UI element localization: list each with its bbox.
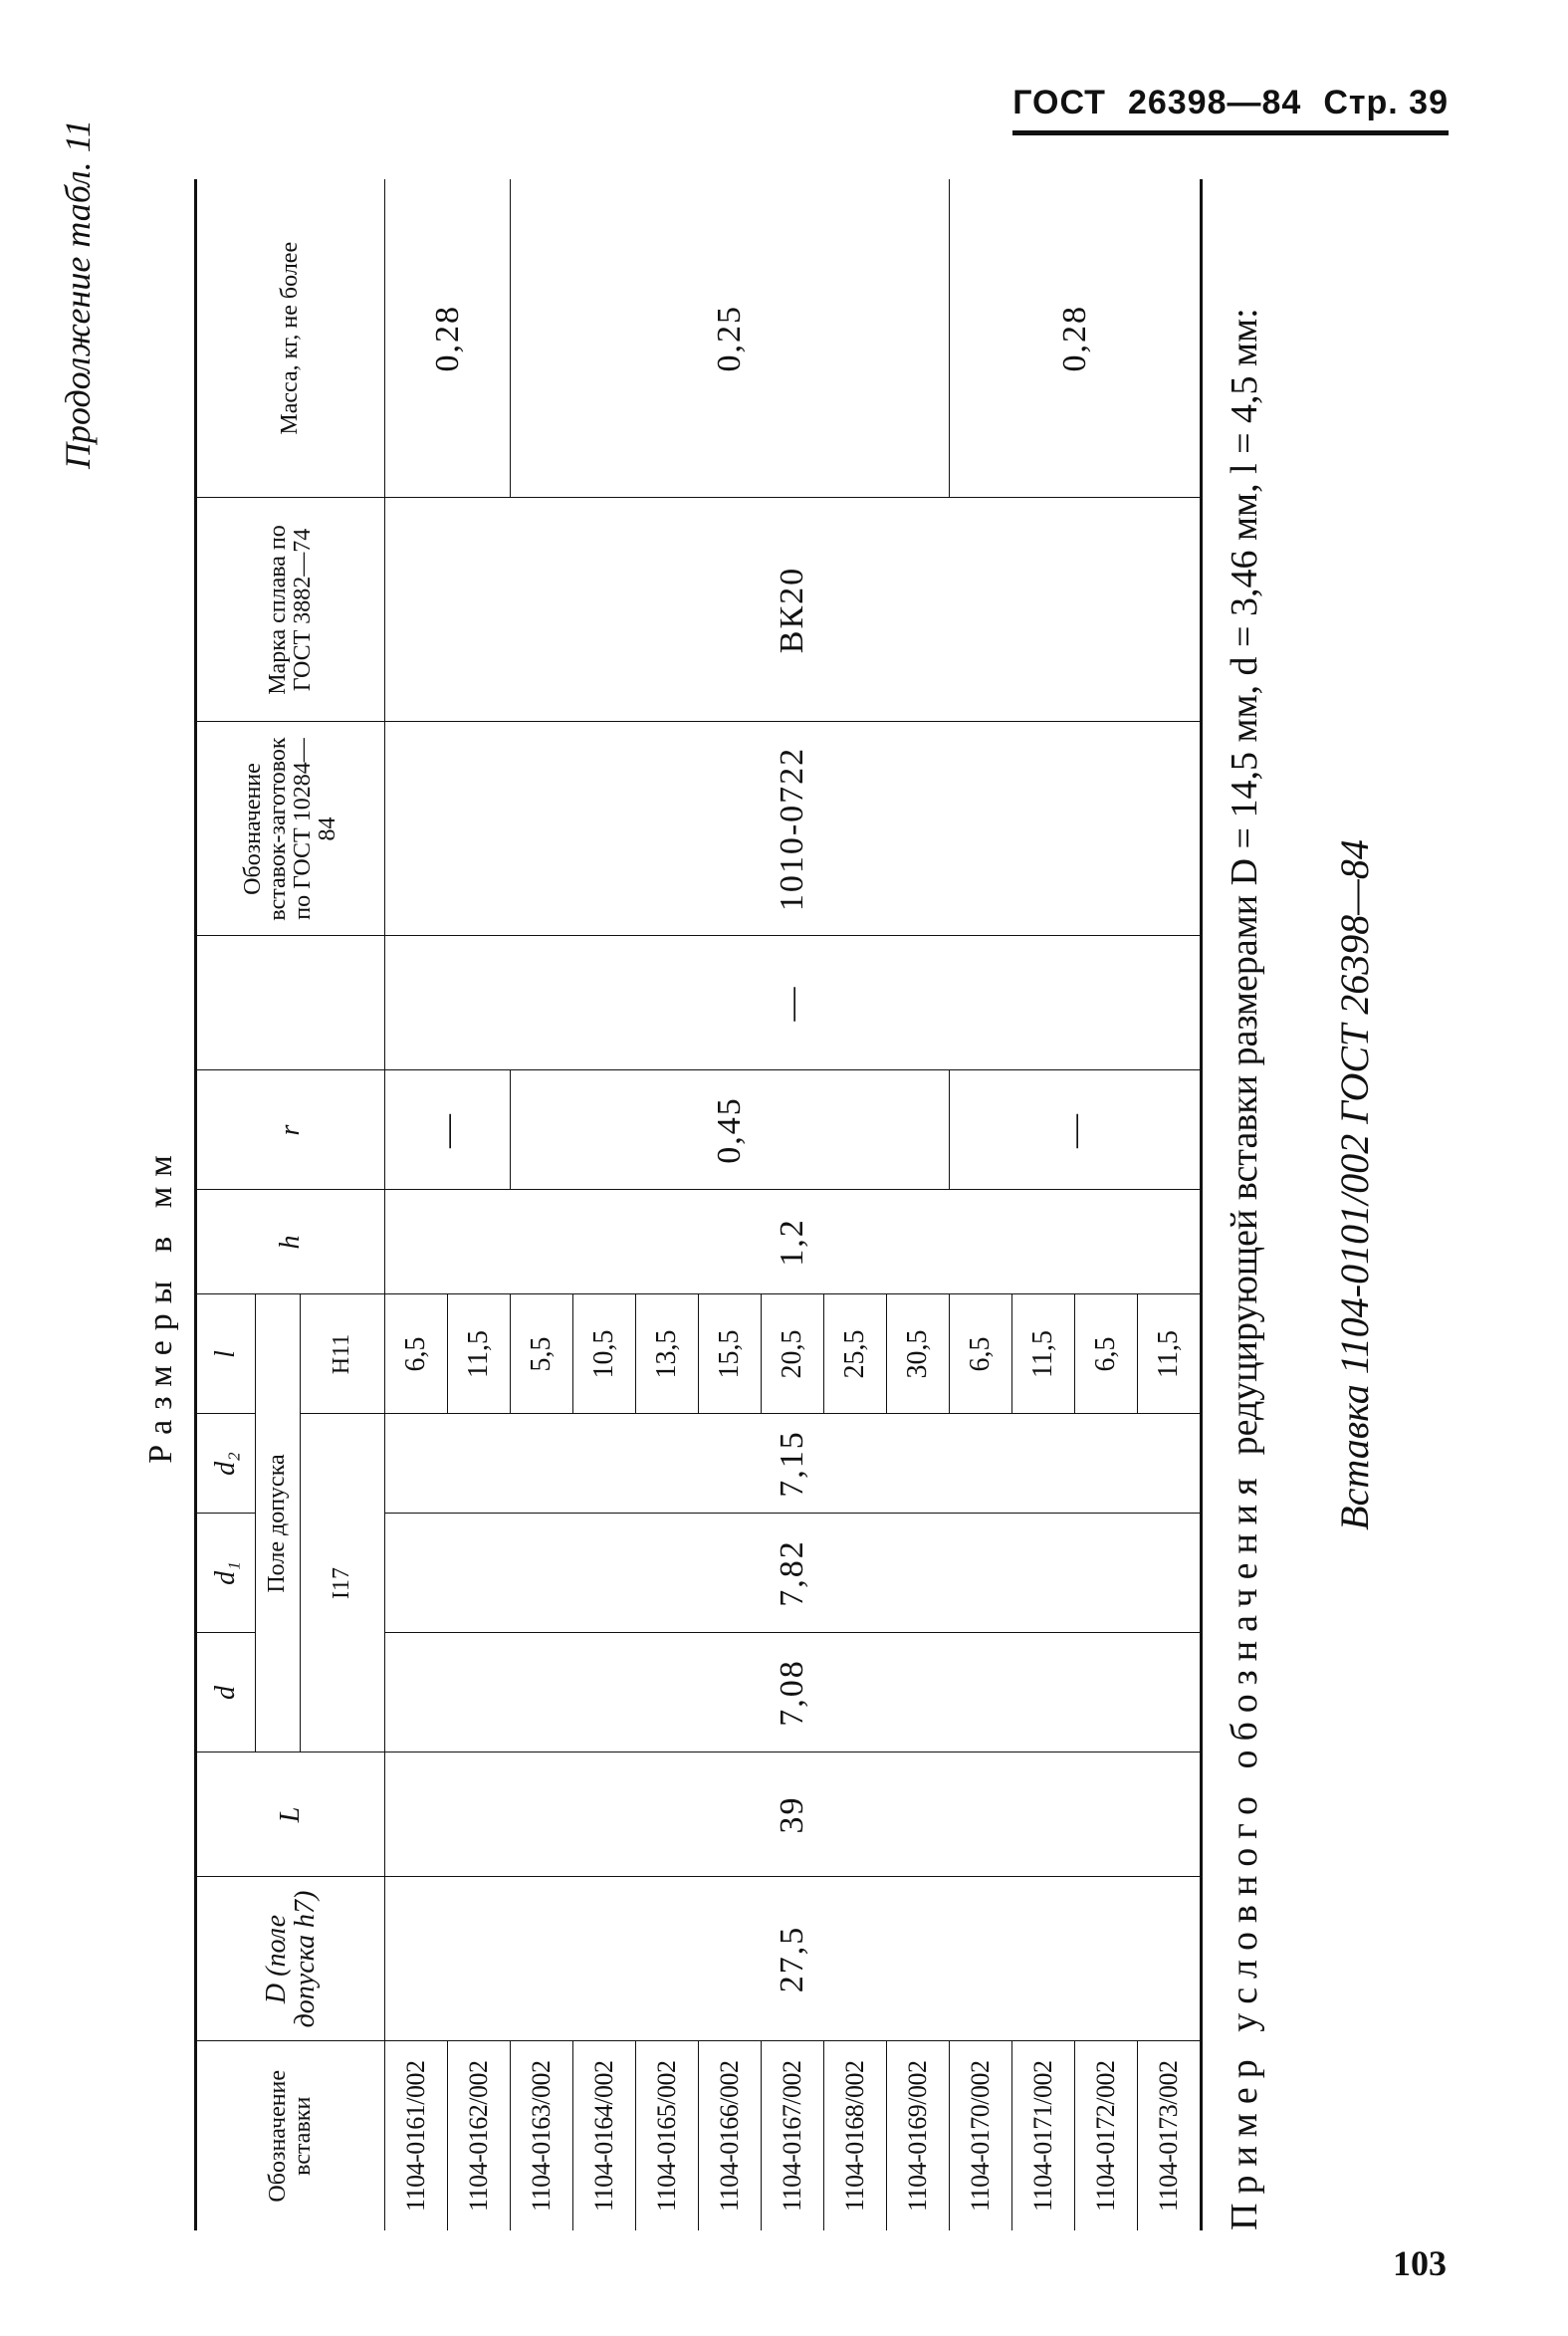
cell-blank: 1010-0722 bbox=[385, 722, 1202, 936]
row-l: 6,5 bbox=[950, 1294, 1012, 1414]
row-l: 11,5 bbox=[448, 1294, 511, 1414]
header-standard: ГОСТ bbox=[1012, 84, 1106, 121]
example-text: редуцирующей вставки размерами D = 14,5 мм, d = 3,46 мм, l = 4,5 мм: bbox=[1224, 308, 1265, 1456]
header-blank: Обозначение вставок-заготовок по ГОСТ 10284—84 bbox=[196, 722, 385, 936]
designation-example: Вставка 1104-0101/002 ГОСТ 26398—84 bbox=[1332, 839, 1377, 1530]
row-l: 6,5 bbox=[385, 1294, 448, 1414]
header-empty bbox=[196, 936, 385, 1070]
row-code: 1104-0163/002 bbox=[511, 2041, 573, 2230]
row-l: 5,5 bbox=[511, 1294, 573, 1414]
row-code: 1104-0166/002 bbox=[699, 2041, 762, 2230]
row-l: 25,5 bbox=[824, 1294, 887, 1414]
header-d: d bbox=[196, 1633, 256, 1752]
row-l: 11,5 bbox=[1138, 1294, 1202, 1414]
cell-r-bottom: — bbox=[950, 1070, 1202, 1190]
header-h: h bbox=[196, 1190, 385, 1294]
header-l: l bbox=[196, 1294, 256, 1414]
example-paragraph bbox=[1220, 139, 1269, 2230]
cell-mass-bottom: 0,28 bbox=[950, 179, 1202, 498]
row-code: 1104-0169/002 bbox=[887, 2041, 950, 2230]
cell-empty-col: — bbox=[385, 936, 1202, 1070]
row-l: 13,5 bbox=[636, 1294, 699, 1414]
header-tolerance-field: Поле допуска bbox=[256, 1294, 301, 1752]
header-L: L bbox=[196, 1752, 385, 1877]
row-l: 15,5 bbox=[699, 1294, 762, 1414]
row-l: 30,5 bbox=[887, 1294, 950, 1414]
cell-D: 27,5 bbox=[385, 1877, 1202, 2041]
header-d1: d₁ bbox=[196, 1514, 256, 1633]
row-code: 1104-0167/002 bbox=[762, 2041, 824, 2230]
header-alloy: Марка сплава по ГОСТ 3882—74 bbox=[196, 498, 385, 722]
example-lead: Пример условного обозначения bbox=[1224, 1469, 1265, 2230]
row-code: 1104-0170/002 bbox=[950, 2041, 1012, 2230]
row-code: 1104-0168/002 bbox=[824, 2041, 887, 2230]
header-tolerance-d: I17 bbox=[301, 1414, 385, 1752]
cell-d1: 7,82 bbox=[385, 1514, 1202, 1633]
row-code: 1104-0162/002 bbox=[448, 2041, 511, 2230]
header-D: D (поле допуска h7) bbox=[196, 1877, 385, 2041]
header-number: 26398—84 bbox=[1127, 84, 1302, 121]
row-code: 1104-0171/002 bbox=[1012, 2041, 1075, 2230]
row-l: 10,5 bbox=[573, 1294, 636, 1414]
page-number: 103 bbox=[1393, 2243, 1447, 2283]
header-tolerance-l: H11 bbox=[301, 1294, 385, 1414]
header-mass: Масса, кг, не более bbox=[196, 179, 385, 498]
cell-h: 1,2 bbox=[385, 1190, 1202, 1294]
row-l: 11,5 bbox=[1012, 1294, 1075, 1414]
continuation-label: Продолжение табл. 11 bbox=[58, 119, 98, 470]
row-code: 1104-0165/002 bbox=[636, 2041, 699, 2230]
row-l: 6,5 bbox=[1075, 1294, 1138, 1414]
cell-alloy: ВК20 bbox=[385, 498, 1202, 722]
header-page-label: Стр. 39 bbox=[1323, 84, 1449, 121]
row-l: 20,5 bbox=[762, 1294, 824, 1414]
cell-mass-top: 0,28 bbox=[385, 179, 511, 498]
spec-table bbox=[194, 179, 1203, 2230]
rotated-page-content bbox=[55, 100, 1377, 2230]
cell-mass-mid: 0,25 bbox=[511, 179, 950, 498]
cell-d: 7,08 bbox=[385, 1633, 1202, 1752]
cell-r-top: — bbox=[385, 1070, 511, 1190]
sizes-caption: Размеры в мм bbox=[142, 1145, 179, 1464]
cell-d2: 7,15 bbox=[385, 1414, 1202, 1514]
row-code: 1104-0161/002 bbox=[385, 2041, 448, 2230]
cell-L: 39 bbox=[385, 1752, 1202, 1877]
cell-r-mid: 0,45 bbox=[511, 1070, 950, 1190]
header-r: r bbox=[196, 1070, 385, 1190]
row-code: 1104-0173/002 bbox=[1138, 2041, 1202, 2230]
header-d2: d₂ bbox=[196, 1414, 256, 1514]
row-code: 1104-0172/002 bbox=[1075, 2041, 1138, 2230]
row-code: 1104-0164/002 bbox=[573, 2041, 636, 2230]
header-designation: Обозначение вставки bbox=[196, 2041, 385, 2230]
